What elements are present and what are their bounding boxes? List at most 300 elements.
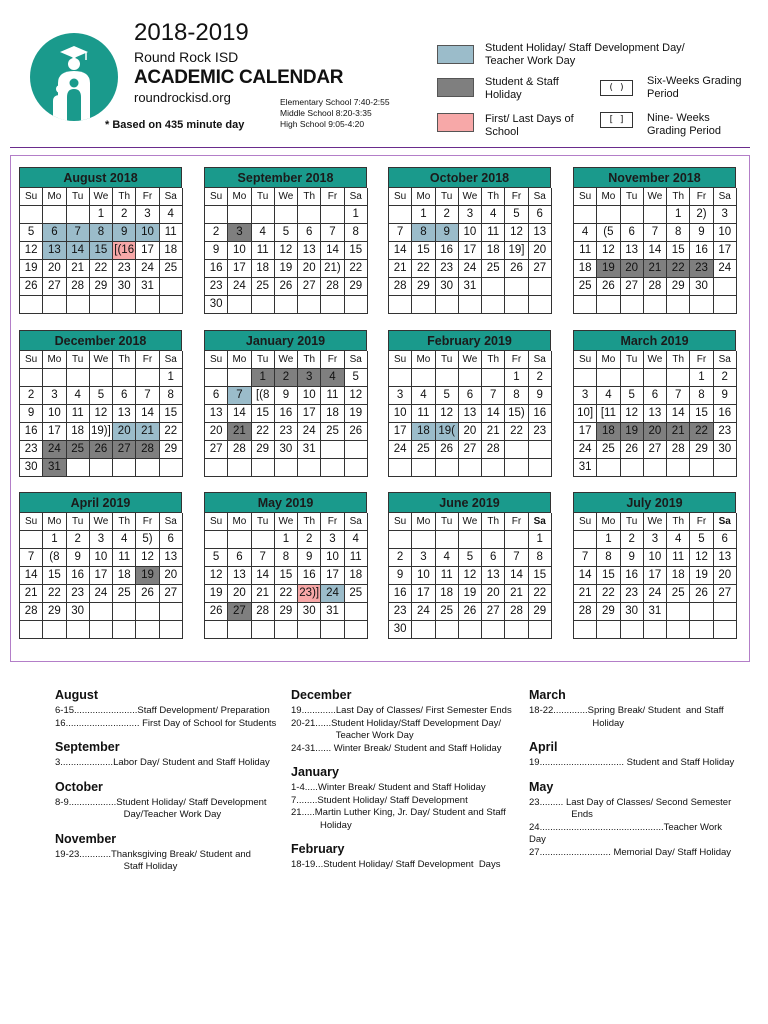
day-cell: 26 bbox=[505, 260, 528, 278]
day-cell: 26 bbox=[459, 603, 482, 621]
month-grid bbox=[204, 187, 367, 314]
empty-cell bbox=[667, 603, 690, 621]
empty-cell bbox=[67, 296, 90, 314]
day-cell: 2 bbox=[298, 531, 321, 549]
day-cell: 11 bbox=[113, 549, 136, 567]
event-line: 1-4.....Winter Break/ Student and Staff Holiday bbox=[291, 782, 486, 793]
weekday-header: Tu bbox=[252, 513, 275, 531]
empty-cell bbox=[597, 621, 620, 639]
event-line: 7........Student Holiday/ Staff Development bbox=[291, 794, 468, 806]
day-cell: 27 bbox=[113, 441, 136, 459]
month-grid bbox=[388, 350, 551, 477]
empty-cell bbox=[90, 369, 113, 387]
day-cell: 14 bbox=[574, 567, 597, 585]
day-cell: 2 bbox=[621, 531, 644, 549]
day-cell: 25 bbox=[321, 423, 344, 441]
day-cell: 11 bbox=[321, 387, 344, 405]
day-cell: 20 bbox=[621, 260, 644, 278]
day-cell: 15 bbox=[412, 242, 435, 260]
empty-cell bbox=[459, 296, 482, 314]
weekday-header: Mo bbox=[412, 513, 435, 531]
event-month-block bbox=[529, 780, 739, 860]
day-cell: 8 bbox=[667, 224, 690, 242]
empty-cell bbox=[43, 296, 66, 314]
event-month-block bbox=[529, 688, 739, 730]
month-title: June 2019 bbox=[388, 492, 551, 512]
month-calendar bbox=[573, 167, 736, 314]
weekday-header: Mo bbox=[228, 188, 251, 206]
empty-cell bbox=[714, 459, 737, 477]
day-cell: 10 bbox=[644, 549, 667, 567]
empty-cell bbox=[412, 459, 435, 477]
day-cell: 3 bbox=[389, 387, 412, 405]
empty-cell bbox=[436, 369, 459, 387]
day-cell: 16 bbox=[436, 242, 459, 260]
day-cell: 25 bbox=[252, 278, 275, 296]
day-cell: 16 bbox=[205, 260, 228, 278]
day-cell: 2 bbox=[20, 387, 43, 405]
day-cell: 19 bbox=[20, 260, 43, 278]
day-cell: 17 bbox=[90, 567, 113, 585]
month-title: September 2018 bbox=[204, 167, 367, 187]
empty-cell bbox=[20, 296, 43, 314]
day-cell: 9 bbox=[67, 549, 90, 567]
day-cell: 12 bbox=[20, 242, 43, 260]
day-cell: 31 bbox=[644, 603, 667, 621]
day-cell: 16 bbox=[389, 585, 412, 603]
day-cell: 5 bbox=[505, 206, 528, 224]
weekday-header: Su bbox=[389, 188, 412, 206]
month-title: December 2018 bbox=[19, 330, 182, 350]
day-cell: 15 bbox=[597, 567, 620, 585]
day-cell: 25 bbox=[67, 441, 90, 459]
day-cell: 15 bbox=[252, 405, 275, 423]
empty-cell bbox=[389, 206, 412, 224]
empty-cell bbox=[529, 621, 552, 639]
weekday-header: Mo bbox=[43, 188, 66, 206]
day-cell: 14 bbox=[389, 242, 412, 260]
day-cell: 17 bbox=[574, 423, 597, 441]
day-cell: 12 bbox=[90, 405, 113, 423]
day-cell: 21 bbox=[574, 585, 597, 603]
empty-cell bbox=[412, 296, 435, 314]
day-cell: 2 bbox=[113, 206, 136, 224]
month-grid bbox=[388, 512, 551, 639]
day-cell: 19)] bbox=[90, 423, 113, 441]
month-title: August 2018 bbox=[19, 167, 182, 187]
empty-cell bbox=[574, 296, 597, 314]
empty-cell bbox=[275, 296, 298, 314]
day-cell: 4 bbox=[345, 531, 368, 549]
empty-cell bbox=[136, 621, 159, 639]
weekday-header: Sa bbox=[714, 351, 737, 369]
empty-cell bbox=[597, 459, 620, 477]
empty-cell bbox=[690, 296, 713, 314]
empty-cell bbox=[20, 206, 43, 224]
month-grid bbox=[19, 187, 182, 314]
day-cell: 5 bbox=[20, 224, 43, 242]
empty-cell bbox=[482, 369, 505, 387]
day-cell: 26 bbox=[136, 585, 159, 603]
day-cell: 18 bbox=[667, 567, 690, 585]
weekday-header: Mo bbox=[597, 513, 620, 531]
month-calendar bbox=[19, 492, 182, 639]
day-cell: 21 bbox=[20, 585, 43, 603]
day-cell: 1 bbox=[529, 531, 552, 549]
day-cell: 29 bbox=[667, 278, 690, 296]
day-cell: 20 bbox=[529, 242, 552, 260]
day-cell: 25 bbox=[412, 441, 435, 459]
day-cell: 25 bbox=[574, 278, 597, 296]
empty-cell bbox=[482, 296, 505, 314]
event-line: 20-21......Student Holiday/Staff Development Day/ bbox=[291, 717, 501, 729]
weekday-header: Mo bbox=[43, 351, 66, 369]
nine-weeks-symbol: [ ] bbox=[600, 112, 633, 128]
weekday-header: We bbox=[644, 513, 667, 531]
day-cell: 2 bbox=[67, 531, 90, 549]
day-cell: 12 bbox=[597, 242, 620, 260]
day-cell: 5) bbox=[136, 531, 159, 549]
school-hours bbox=[280, 97, 390, 130]
day-cell: 22 bbox=[275, 585, 298, 603]
day-cell: 9 bbox=[529, 387, 552, 405]
day-cell: 12 bbox=[436, 405, 459, 423]
day-cell: 31 bbox=[574, 459, 597, 477]
empty-cell bbox=[436, 459, 459, 477]
day-cell: 3 bbox=[574, 387, 597, 405]
event-month-heading: May bbox=[529, 779, 554, 794]
day-cell: 25 bbox=[667, 585, 690, 603]
day-cell: 13 bbox=[205, 405, 228, 423]
empty-cell bbox=[644, 459, 667, 477]
day-cell: 28 bbox=[67, 278, 90, 296]
day-cell: 1 bbox=[667, 206, 690, 224]
day-cell: 22 bbox=[505, 423, 528, 441]
empty-cell bbox=[205, 621, 228, 639]
day-cell: 9 bbox=[113, 224, 136, 242]
day-cell: 22 bbox=[597, 585, 620, 603]
weekday-header: Sa bbox=[160, 513, 183, 531]
day-cell: 17 bbox=[644, 567, 667, 585]
day-cell: 12 bbox=[275, 242, 298, 260]
empty-cell bbox=[529, 278, 552, 296]
event-month-heading: October bbox=[55, 779, 103, 794]
empty-cell bbox=[529, 459, 552, 477]
day-cell: 13 bbox=[160, 549, 183, 567]
empty-cell bbox=[275, 459, 298, 477]
day-cell: 6 bbox=[228, 549, 251, 567]
high-hours: High School 9:05-4:20 bbox=[280, 119, 365, 129]
empty-cell bbox=[345, 296, 368, 314]
empty-cell bbox=[228, 621, 251, 639]
weekday-header: Fr bbox=[321, 188, 344, 206]
empty-cell bbox=[298, 296, 321, 314]
day-cell: (8 bbox=[43, 549, 66, 567]
day-cell: 19 bbox=[136, 567, 159, 585]
event-month-heading: December bbox=[291, 688, 352, 702]
day-cell: 14 bbox=[228, 405, 251, 423]
day-cell: 8 bbox=[275, 549, 298, 567]
month-calendar bbox=[573, 330, 736, 477]
event-line: 19................................ Student and Staff Holiday bbox=[529, 757, 735, 768]
weekday-header: We bbox=[90, 188, 113, 206]
day-cell: 27 bbox=[714, 585, 737, 603]
empty-cell bbox=[160, 459, 183, 477]
day-cell: 5 bbox=[690, 531, 713, 549]
day-cell: 1 bbox=[690, 369, 713, 387]
weekday-header: Sa bbox=[345, 513, 368, 531]
empty-cell bbox=[136, 459, 159, 477]
day-cell: 13 bbox=[714, 549, 737, 567]
weekday-header: Mo bbox=[43, 513, 66, 531]
month-title: January 2019 bbox=[204, 330, 367, 350]
empty-cell bbox=[321, 459, 344, 477]
empty-cell bbox=[505, 621, 528, 639]
empty-cell bbox=[574, 621, 597, 639]
empty-cell bbox=[459, 531, 482, 549]
day-cell: 27 bbox=[621, 278, 644, 296]
day-cell: 23 bbox=[20, 441, 43, 459]
day-cell: 10] bbox=[574, 405, 597, 423]
weekday-header: Sa bbox=[529, 188, 552, 206]
legend-closed-swatch bbox=[437, 78, 474, 97]
day-cell: 10 bbox=[321, 549, 344, 567]
weekday-header: Su bbox=[20, 188, 43, 206]
legend-holiday-label: Student Holiday/ Staff Development Day/ Teacher Work Day bbox=[485, 42, 685, 67]
day-cell: 6 bbox=[482, 549, 505, 567]
weekday-header: Su bbox=[205, 188, 228, 206]
day-cell: 29 bbox=[529, 603, 552, 621]
day-cell: 28 bbox=[482, 441, 505, 459]
day-cell: 17 bbox=[298, 405, 321, 423]
empty-cell bbox=[136, 603, 159, 621]
legend-six-weeks-label: Six-Weeks Grading Period bbox=[647, 75, 742, 100]
day-cell: 19 bbox=[345, 405, 368, 423]
month-grid bbox=[388, 187, 551, 314]
day-cell: 30 bbox=[113, 278, 136, 296]
weekday-header: Su bbox=[574, 188, 597, 206]
day-cell: 19] bbox=[505, 242, 528, 260]
events-column-1 bbox=[55, 688, 280, 884]
empty-cell bbox=[574, 369, 597, 387]
day-cell: 1 bbox=[505, 369, 528, 387]
day-cell: 24 bbox=[389, 441, 412, 459]
day-cell: 13 bbox=[298, 242, 321, 260]
weekday-header: Th bbox=[298, 188, 321, 206]
day-cell: 21) bbox=[321, 260, 344, 278]
website-link[interactable]: roundrockisd.org bbox=[134, 90, 231, 105]
day-cell: 6 bbox=[205, 387, 228, 405]
day-cell: 7 bbox=[20, 549, 43, 567]
weekday-header: Su bbox=[20, 513, 43, 531]
empty-cell bbox=[67, 459, 90, 477]
empty-cell bbox=[644, 296, 667, 314]
day-cell: 24 bbox=[90, 585, 113, 603]
day-cell: 17 bbox=[389, 423, 412, 441]
day-cell: 3 bbox=[43, 387, 66, 405]
day-cell: 15 bbox=[690, 405, 713, 423]
event-month-heading: March bbox=[529, 688, 566, 702]
day-cell: 13 bbox=[459, 405, 482, 423]
event-line: 23......... Last Day of Classes/ Second Semester bbox=[529, 796, 732, 808]
day-cell: 28 bbox=[228, 441, 251, 459]
day-cell: [11 bbox=[597, 405, 620, 423]
empty-cell bbox=[714, 278, 737, 296]
empty-cell bbox=[136, 369, 159, 387]
event-line: 6-15........................Staff Development/ Preparation bbox=[55, 705, 270, 716]
day-cell: 26 bbox=[345, 423, 368, 441]
empty-cell bbox=[667, 369, 690, 387]
day-cell: 27 bbox=[644, 441, 667, 459]
weekday-header: Tu bbox=[621, 188, 644, 206]
empty-cell bbox=[205, 531, 228, 549]
day-cell: 13 bbox=[113, 405, 136, 423]
day-cell: 18 bbox=[113, 567, 136, 585]
day-cell: 2 bbox=[389, 549, 412, 567]
empty-cell bbox=[436, 296, 459, 314]
day-cell: 24 bbox=[644, 585, 667, 603]
day-cell: 29 bbox=[90, 278, 113, 296]
empty-cell bbox=[621, 621, 644, 639]
event-month-heading: November bbox=[55, 831, 117, 846]
day-cell: 24 bbox=[459, 260, 482, 278]
day-cell: 14 bbox=[644, 242, 667, 260]
empty-cell bbox=[667, 459, 690, 477]
day-cell: 2 bbox=[275, 369, 298, 387]
day-cell: 16 bbox=[714, 405, 737, 423]
day-cell: 18 bbox=[597, 423, 620, 441]
day-cell: 27 bbox=[298, 278, 321, 296]
weekday-header: Fr bbox=[505, 188, 528, 206]
empty-cell bbox=[298, 459, 321, 477]
day-cell: 25 bbox=[597, 441, 620, 459]
day-cell: 11 bbox=[574, 242, 597, 260]
weekday-header: We bbox=[90, 351, 113, 369]
event-line: 8-9..................Student Holiday/ Staff Development bbox=[55, 796, 267, 808]
day-cell: 29 bbox=[252, 441, 275, 459]
month-title: October 2018 bbox=[388, 167, 551, 187]
empty-cell bbox=[412, 621, 435, 639]
day-cell: 11 bbox=[436, 567, 459, 585]
empty-cell bbox=[205, 206, 228, 224]
day-cell: 21 bbox=[136, 423, 159, 441]
day-cell: 2 bbox=[714, 369, 737, 387]
day-cell: 22 bbox=[412, 260, 435, 278]
empty-cell bbox=[505, 296, 528, 314]
weekday-header: Sa bbox=[529, 351, 552, 369]
day-cell: 27 bbox=[228, 603, 251, 621]
weekday-header: Su bbox=[389, 513, 412, 531]
day-cell: 15 bbox=[275, 567, 298, 585]
event-line: Holiday bbox=[291, 819, 352, 831]
day-cell: 4 bbox=[667, 531, 690, 549]
empty-cell bbox=[252, 296, 275, 314]
day-cell: 8 bbox=[160, 387, 183, 405]
empty-cell bbox=[160, 603, 183, 621]
day-cell: 22 bbox=[43, 585, 66, 603]
day-cell: 6 bbox=[160, 531, 183, 549]
day-cell: 4 bbox=[574, 224, 597, 242]
day-cell: 17 bbox=[714, 242, 737, 260]
day-cell: 22 bbox=[690, 423, 713, 441]
month-grid bbox=[19, 512, 182, 639]
day-cell: 14 bbox=[321, 242, 344, 260]
day-cell: 28 bbox=[574, 603, 597, 621]
weekday-header: Mo bbox=[412, 351, 435, 369]
weekday-header: Mo bbox=[228, 513, 251, 531]
day-cell: (5 bbox=[597, 224, 620, 242]
day-cell: 18 bbox=[67, 423, 90, 441]
month-grid bbox=[573, 187, 736, 314]
event-month-block bbox=[55, 688, 280, 730]
event-month-heading: February bbox=[291, 842, 345, 856]
day-cell: 10 bbox=[43, 405, 66, 423]
day-cell: 1 bbox=[597, 531, 620, 549]
weekday-header: Mo bbox=[412, 188, 435, 206]
weekday-header: Su bbox=[205, 351, 228, 369]
day-cell: 26 bbox=[436, 441, 459, 459]
day-cell: 7 bbox=[667, 387, 690, 405]
day-cell: 21 bbox=[667, 423, 690, 441]
day-cell: 16 bbox=[621, 567, 644, 585]
empty-cell bbox=[597, 206, 620, 224]
day-cell: 17 bbox=[412, 585, 435, 603]
empty-cell bbox=[205, 369, 228, 387]
day-cell: 31 bbox=[43, 459, 66, 477]
day-cell: 4 bbox=[160, 206, 183, 224]
empty-cell bbox=[160, 296, 183, 314]
empty-cell bbox=[67, 621, 90, 639]
empty-cell bbox=[482, 278, 505, 296]
weekday-header: Tu bbox=[252, 188, 275, 206]
empty-cell bbox=[275, 621, 298, 639]
empty-cell bbox=[345, 441, 368, 459]
family-graduate-icon bbox=[30, 33, 118, 121]
event-line: Day/Teacher Work Day bbox=[55, 809, 222, 820]
day-cell: 18 bbox=[252, 260, 275, 278]
empty-cell bbox=[113, 459, 136, 477]
weekday-header: We bbox=[459, 188, 482, 206]
month-title: May 2019 bbox=[204, 492, 367, 512]
day-cell: 18 bbox=[482, 242, 505, 260]
month-calendar bbox=[388, 492, 551, 639]
day-cell: 6 bbox=[644, 387, 667, 405]
day-cell: 28 bbox=[252, 603, 275, 621]
day-cell: 20 bbox=[482, 585, 505, 603]
day-cell: 26 bbox=[20, 278, 43, 296]
day-cell: 30 bbox=[275, 441, 298, 459]
day-cell: 15) bbox=[505, 405, 528, 423]
day-cell: 30 bbox=[690, 278, 713, 296]
day-cell: 4 bbox=[482, 206, 505, 224]
day-cell: 28 bbox=[136, 441, 159, 459]
day-cell: 16 bbox=[298, 567, 321, 585]
elementary-hours: Elementary School 7:40-2:55 bbox=[280, 97, 390, 107]
day-cell: 11 bbox=[482, 224, 505, 242]
weekday-header: We bbox=[90, 513, 113, 531]
day-cell: 9 bbox=[20, 405, 43, 423]
day-cell: 8 bbox=[690, 387, 713, 405]
event-line: Ends bbox=[529, 809, 593, 820]
school-year: 2018-2019 bbox=[134, 19, 249, 46]
day-cell: 7 bbox=[644, 224, 667, 242]
weekday-header: Sa bbox=[714, 513, 737, 531]
weekday-header: Tu bbox=[67, 188, 90, 206]
weekday-header: Su bbox=[205, 513, 228, 531]
day-cell: 15 bbox=[667, 242, 690, 260]
empty-cell bbox=[205, 459, 228, 477]
day-cell: 12 bbox=[505, 224, 528, 242]
